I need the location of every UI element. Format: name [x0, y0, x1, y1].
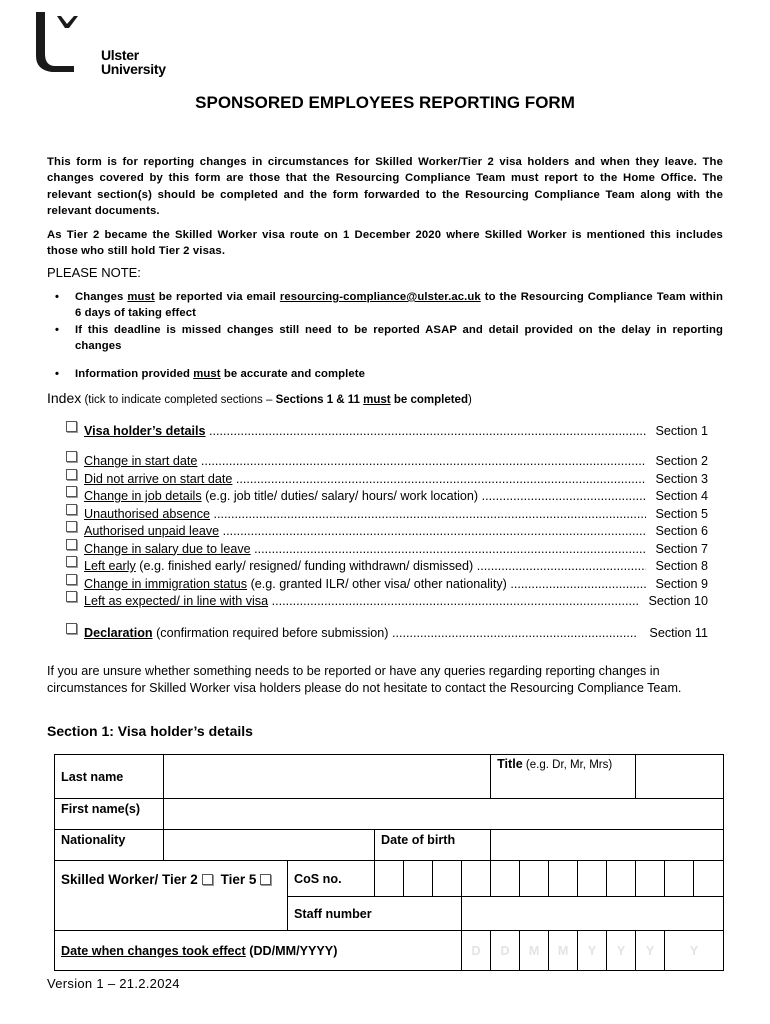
- dob-field[interactable]: [491, 830, 724, 861]
- note-bullet-list: [47, 289, 723, 382]
- cos-digit-box[interactable]: [549, 861, 578, 897]
- section-7-checkbox[interactable]: [66, 539, 77, 550]
- cos-digit-box[interactable]: [520, 861, 549, 897]
- first-names-field[interactable]: [164, 799, 724, 830]
- toc-label: [84, 454, 646, 468]
- toc-label: [84, 524, 646, 538]
- toc-row-section-10: [66, 594, 708, 611]
- toc-row-section-4: [66, 489, 708, 506]
- toc-label: [84, 626, 638, 640]
- cos-digit-box[interactable]: [694, 861, 724, 897]
- date-box-year[interactable]: Y: [578, 931, 607, 971]
- toc-label: [84, 542, 646, 556]
- toc-row-section-8: [66, 559, 708, 576]
- section-10-checkbox[interactable]: [66, 591, 77, 602]
- toc-link-section-11[interactable]: Declaration: [84, 626, 153, 640]
- cos-digit-box[interactable]: [578, 861, 607, 897]
- toc-row-section-5: [66, 507, 708, 524]
- toc-section-number: Section 3: [655, 471, 708, 486]
- email-link[interactable]: resourcing-compliance@ulster.ac.uk: [279, 291, 481, 303]
- index-hint: ): [467, 394, 472, 406]
- cos-digit-box[interactable]: [491, 861, 520, 897]
- page-title: SPONSORED EMPLOYEES REPORTING FORM: [195, 93, 575, 112]
- toc-extra: (confirmation required before submission): [152, 626, 389, 640]
- date-box-year[interactable]: Y: [636, 931, 665, 971]
- bullet-emphasis: must: [193, 368, 221, 381]
- ulster-logo-mark-icon: [30, 12, 80, 76]
- staff-number-label: Staff number: [288, 897, 462, 931]
- bullet-emphasis: must: [127, 291, 155, 303]
- toc-row-section-7: [66, 542, 708, 559]
- date-box-year[interactable]: Y: [665, 931, 724, 971]
- logo-wordmark: [101, 48, 166, 76]
- toc-extra: (e.g. job title/ duties/ salary/ hours/ work location): [201, 489, 479, 503]
- section-6-checkbox[interactable]: [66, 521, 77, 532]
- toc-extra: (e.g. granted ILR/ other visa/ other nationality): [247, 576, 507, 591]
- last-name-label: Last name: [55, 755, 164, 799]
- index-heading: [47, 390, 472, 406]
- index-hint-bold: be completed: [390, 394, 468, 406]
- toc-section-number: Section 5: [655, 506, 708, 521]
- toc-link-section-5[interactable]: Unauthorised absence: [84, 506, 211, 521]
- bullet-text: to the Resourcing Compliance Team within 6 days of taking effect: [75, 291, 724, 320]
- staff-number-field[interactable]: [462, 897, 724, 931]
- bullet-text: be accurate and complete: [220, 368, 365, 381]
- version-footer: Version 1 – 21.2.2024: [47, 976, 180, 991]
- logo-line1: Ulster: [101, 47, 139, 63]
- date-changes-label-cell: [55, 931, 462, 971]
- toc-link-section-3[interactable]: Did not arrive on start date: [84, 471, 233, 486]
- index-hint-bold: Sections 1 & 11: [275, 394, 364, 406]
- skilled-worker-checkbox[interactable]: [202, 874, 213, 885]
- toc-link-section-4[interactable]: Change in job details: [84, 489, 202, 503]
- visa-type-cell: [55, 861, 288, 931]
- cos-digit-box[interactable]: [665, 861, 694, 897]
- nationality-label: Nationality: [55, 830, 164, 861]
- section-5-checkbox[interactable]: [66, 504, 77, 515]
- section-4-checkbox[interactable]: [66, 486, 77, 497]
- toc-section-number: Section 9: [655, 576, 708, 591]
- date-box-day[interactable]: D: [491, 931, 520, 971]
- section-3-checkbox[interactable]: [66, 469, 77, 480]
- toc-row-section-6: [66, 524, 708, 541]
- dob-label: Date of birth: [375, 830, 491, 861]
- date-box-month[interactable]: M: [549, 931, 578, 971]
- title-field[interactable]: [636, 755, 724, 799]
- tier5-checkbox[interactable]: [260, 874, 271, 885]
- toc-label: [84, 577, 646, 591]
- tier5-label: Tier 5: [220, 872, 257, 887]
- intro-paragraph: This form is for reporting changes in circumstances for Skilled Worker/Tier 2 visa holders and when they leave. The changes covered by this form are those that the Resourcing Compliance Team must report to the Home Office. The relevant section(s) should be completed and the form forwarded to the Resourcing Compliance Team along with the relevant documents.: [47, 156, 723, 217]
- toc-section-number: Section 10: [648, 594, 708, 608]
- toc-label: [84, 594, 638, 608]
- toc-link-section-9[interactable]: Change in immigration status: [84, 576, 248, 591]
- skilled-worker-label: Skilled Worker/ Tier 2: [61, 872, 198, 887]
- cos-digit-box[interactable]: [433, 861, 462, 897]
- first-names-label: First name(s): [55, 799, 164, 830]
- toc-link-section-8[interactable]: Left early: [84, 559, 136, 573]
- bullet-missed-deadline: • If this deadline is missed changes still need to be reported ASAP and detail provided on the delay in reporting changes: [47, 322, 723, 355]
- date-box-year[interactable]: Y: [607, 931, 636, 971]
- cos-digit-box[interactable]: [375, 861, 404, 897]
- contact-paragraph: If you are unsure whether something needs to be reported or have any queries regarding reporting changes in circumstances for Skilled Worker visa holders please do not hesitate to contact the Resourcing Compliance Team.: [47, 664, 682, 695]
- cos-digit-box[interactable]: [636, 861, 665, 897]
- date-box-month[interactable]: M: [520, 931, 549, 971]
- ulster-university-logo: [30, 12, 166, 77]
- toc-link-section-10[interactable]: Left as expected/ in line with visa: [84, 594, 269, 608]
- toc-row-section-11: [66, 626, 708, 643]
- please-note-heading: PLEASE NOTE:: [47, 265, 141, 280]
- toc-section-number: Section 4: [655, 489, 708, 503]
- toc-section-number: Section 1: [655, 424, 708, 438]
- visa-holder-details-table: [54, 754, 724, 971]
- index-title: Index: [47, 390, 82, 406]
- last-name-field[interactable]: [164, 755, 491, 799]
- toc-extra: (e.g. finished early/ resigned/ funding withdrawn/ dismissed): [135, 559, 474, 573]
- title-hint: (e.g. Dr, Mr, Mrs): [522, 759, 613, 771]
- cos-label: CoS no.: [288, 861, 375, 897]
- date-format-hint: (DD/MM/YYYY): [245, 943, 338, 958]
- index-hint-must: must: [363, 394, 391, 406]
- toc-link-section-7[interactable]: Change in salary due to leave: [84, 541, 251, 556]
- tier2-note-paragraph: As Tier 2 became the Skilled Worker visa route on 1 December 2020 where Skilled Worker is mentioned this includes those who still hold Tier 2 visas.: [47, 229, 723, 258]
- section-11-checkbox[interactable]: [66, 623, 77, 634]
- toc-label: [84, 507, 646, 521]
- toc-section-number: Section 7: [655, 541, 708, 556]
- toc-label: [84, 424, 646, 438]
- toc-row-section-3: [66, 472, 708, 489]
- cos-digit-box[interactable]: [404, 861, 433, 897]
- toc-section-number: Section 2: [655, 454, 708, 468]
- bullet-text: Information provided: [75, 368, 194, 381]
- cos-digit-box[interactable]: [607, 861, 636, 897]
- bullet-text: be reported via email: [154, 291, 280, 303]
- toc-label: [84, 472, 646, 486]
- toc-row-section-9: [66, 577, 708, 594]
- bullet-report-deadline: [47, 289, 723, 322]
- toc-section-number: Section 8: [655, 559, 708, 573]
- toc-link-section-2[interactable]: Change in start date: [84, 454, 198, 468]
- bullet-accuracy: [47, 366, 723, 382]
- section-2-checkbox[interactable]: [66, 451, 77, 462]
- section-8-checkbox[interactable]: [66, 556, 77, 567]
- nationality-field[interactable]: [164, 830, 375, 861]
- toc-label: [84, 559, 646, 573]
- logo-line2: University: [101, 61, 166, 77]
- title-label: Title: [497, 757, 523, 771]
- date-changes-label: Date when changes took effect: [61, 943, 246, 958]
- date-box-day[interactable]: D: [462, 931, 491, 971]
- index-hint: (tick to indicate completed sections –: [81, 394, 276, 406]
- cos-digit-box[interactable]: [462, 861, 491, 897]
- bullet-text: Changes: [75, 291, 128, 303]
- toc-section-number: Section 11: [649, 626, 708, 640]
- toc-link-section-6[interactable]: Authorised unpaid leave: [84, 524, 220, 538]
- section-9-checkbox[interactable]: [66, 574, 77, 585]
- toc-row-section-1: [66, 424, 708, 441]
- toc-row-section-2: [66, 454, 708, 471]
- toc-section-number: Section 6: [655, 524, 708, 538]
- section-1-checkbox[interactable]: [66, 421, 77, 432]
- toc-label: [84, 489, 646, 503]
- section-1-heading: Section 1: Visa holder’s details: [47, 723, 253, 739]
- title-label-cell: [491, 755, 636, 799]
- toc-link-section-1[interactable]: Visa holder’s details: [84, 424, 206, 438]
